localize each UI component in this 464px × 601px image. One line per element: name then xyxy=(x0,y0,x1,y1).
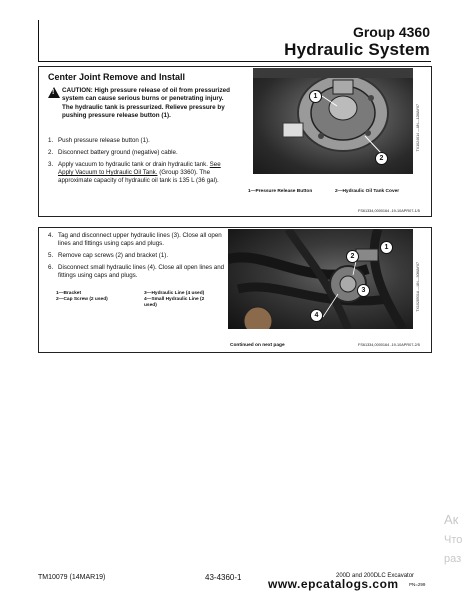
callout-3: 3 xyxy=(357,284,370,297)
legend-hydraulic-line: 3—Hydraulic Line (4 used) xyxy=(144,291,205,296)
reference-code-2: FS61334,0000164 -19-10APR07-2/5 xyxy=(358,343,420,347)
caption-oil-tank-cover: 2—Hydraulic Oil Tank Cover xyxy=(335,189,400,194)
footer-page-number: 43-4360-1 xyxy=(205,573,242,582)
step-3: 3. Apply vacuum to hydraulic tank or drain hydraulic tank. See Apply Vacuum to Hydraulic Oil Tank. (Group 3360). The approximate capacity of hydraulic oil tank is 135 L (36 gal). xyxy=(48,161,221,184)
page-title: Hydraulic System xyxy=(284,40,430,59)
callout-4: 4 xyxy=(310,309,323,322)
callout-2: 2 xyxy=(375,152,388,165)
watermark-line-2: Что xyxy=(444,534,463,546)
caption-pressure-release: 1—Pressure Release Button xyxy=(248,189,313,194)
hydraulic-lines-photo xyxy=(228,229,413,329)
steps-list-2 xyxy=(48,232,234,284)
watermark-line-3: раз xyxy=(444,553,462,565)
group-number: Group 4360 xyxy=(352,24,430,40)
header-bottom-rule xyxy=(38,61,431,62)
watermark-site: www.epcatalogs.com xyxy=(268,577,399,591)
legend-small-hydraulic-line: 4—Small Hydraulic Line (2 used) xyxy=(144,297,205,308)
callout-2: 2 xyxy=(346,250,359,263)
figure-code-2: TX1028931A —UN—30MAY07 xyxy=(416,262,420,312)
callout-1: 1 xyxy=(380,241,393,254)
watermark-line-1: Ак xyxy=(444,512,459,527)
callout-1: 1 xyxy=(309,90,322,103)
header-left-rule xyxy=(38,20,39,62)
step-1: 1. Push pressure release button (1). xyxy=(48,137,150,144)
footer-doc-id: TM10079 (14MAR19) xyxy=(38,574,106,581)
footer-model: 200D and 200DLC Excavator xyxy=(336,573,415,579)
step-6: 6. Disconnect small hydraulic lines (4). Close all open lines and fittings using caps and plugs. xyxy=(48,264,225,279)
apply-vacuum-link[interactable]: See Apply Vacuum to Hydraulic Oil Tank. xyxy=(58,161,221,176)
figure-code-1: TX1024614 —UN—12MAY07 xyxy=(416,104,420,152)
section-title: Center Joint Remove and Install xyxy=(48,72,186,82)
steps-list-1 xyxy=(48,137,233,189)
continued-note: Continued on next page xyxy=(230,343,285,348)
step-5: 5. Remove cap screws (2) and bracket (1). xyxy=(48,252,169,259)
step-2: 2. Disconnect battery ground (negative) cable. xyxy=(48,149,178,156)
legend-cap-screw: 2—Cap Screw (2 used) xyxy=(56,297,108,302)
step-4: 4. Tag and disconnect upper hydraulic lines (3). Close all open lines and fittings using caps and plugs. xyxy=(48,232,222,247)
caution-text: CAUTION: High pressure release of oil from pressurized system can cause serious burns or penetrating injury. The hydraulic tank is pressurized. Relieve pressure by pushing pressure release button (1). xyxy=(62,87,230,119)
legend-bracket: 1—Bracket xyxy=(56,291,82,296)
pressure-release-photo xyxy=(253,68,413,174)
caution-icon: ! xyxy=(48,87,60,98)
footer-pn: PN=299 xyxy=(409,582,426,587)
reference-code-1: FS61334,0000164 -19-10APR07-1/5 xyxy=(358,209,420,213)
